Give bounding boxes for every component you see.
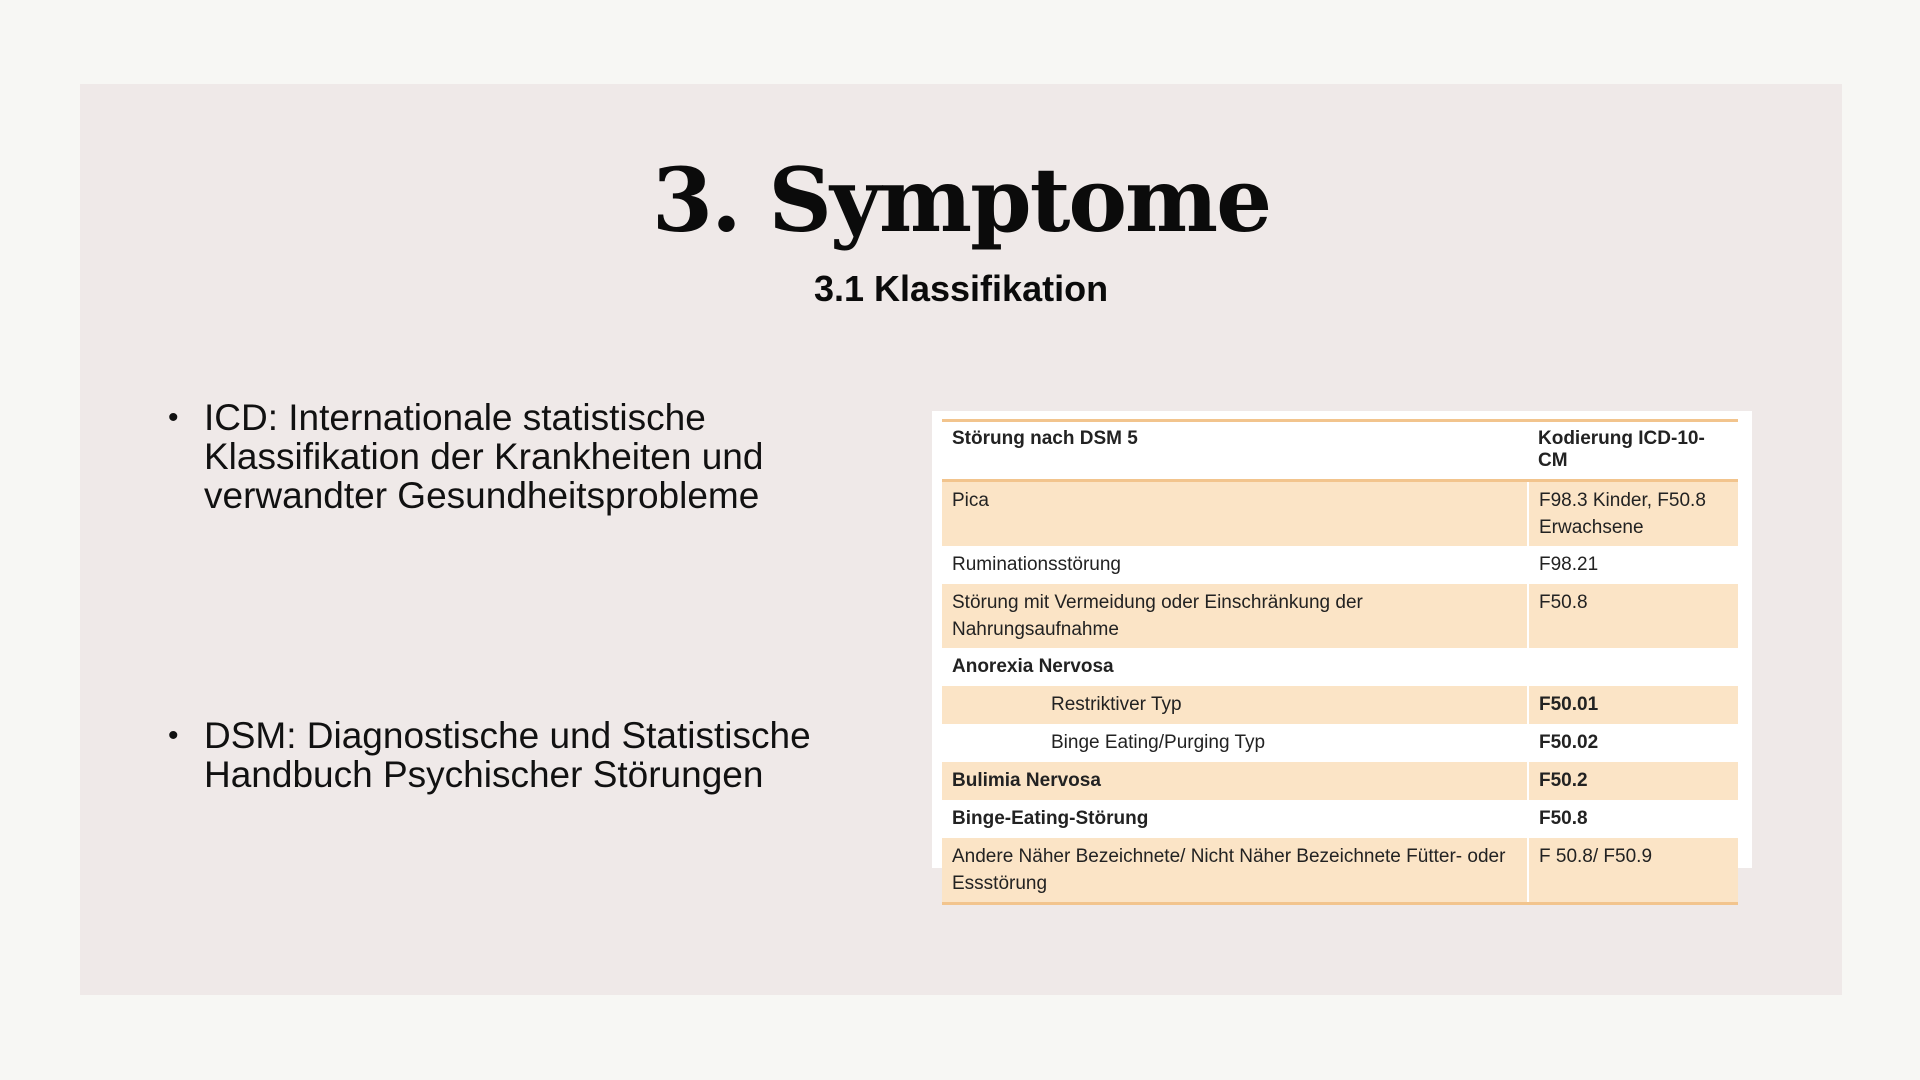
table-cell: Restriktiver Typ: [942, 686, 1528, 724]
table-cell: Binge-Eating-Störung: [942, 800, 1528, 838]
bullet-dot: •: [168, 401, 179, 434]
table-cell: F50.8: [1539, 808, 1588, 829]
bullet-text: DSM: Diagnostische und Statistische Handbuch Psychischer Störungen: [204, 715, 811, 795]
table-row: [942, 724, 1738, 762]
column-header: Kodierung ICD-10-CM: [1528, 421, 1738, 481]
table-row: [942, 481, 1738, 547]
table-cell: Störung mit Vermeidung oder Einschränkung der Nahrungsaufnahme: [942, 584, 1528, 648]
table-row: [942, 838, 1738, 904]
table-cell: Anorexia Nervosa: [942, 648, 1528, 686]
classification-table: [932, 411, 1752, 894]
table-cell: [1528, 648, 1738, 686]
table-row: [942, 546, 1738, 584]
dsm-icd-table: [942, 419, 1738, 905]
table-cell: F50.02: [1539, 732, 1599, 753]
table-cell: F 50.8/ F50.9: [1528, 838, 1738, 904]
bullet-text: ICD: Internationale statistische Klassifikation der Krankheiten und verwandter Gesundheitsprobleme: [204, 397, 764, 516]
slide-title: 3. Symptome: [651, 148, 1271, 252]
bullet-dsm: [168, 716, 928, 794]
table-cell: F50.01: [1528, 686, 1738, 724]
slide-subtitle: 3.1 Klassifikation: [813, 268, 1109, 309]
table-cell: F98.3 Kinder, F50.8 Erwachsene: [1528, 481, 1738, 547]
table-row: [942, 800, 1738, 838]
slide-background: [80, 84, 1842, 995]
table-row: [942, 686, 1738, 724]
table-cell: F98.21: [1539, 554, 1599, 575]
bullet-dot: •: [168, 719, 179, 752]
table-row: [942, 762, 1738, 800]
table-cell: Andere Näher Bezeichnete/ Nicht Näher Bezeichnete Fütter- oder Essstörung: [942, 838, 1528, 904]
table-row: [942, 648, 1738, 686]
table-header-row: [942, 421, 1738, 481]
table-cell: F50.8: [1528, 584, 1738, 648]
table-cell: Binge Eating/Purging Typ: [942, 724, 1528, 762]
table-row: [942, 584, 1738, 648]
bullet-icd: [168, 398, 928, 515]
table-cell: F50.2: [1528, 762, 1738, 800]
table-cell: Bulimia Nervosa: [942, 762, 1528, 800]
table-cell: Pica: [942, 481, 1528, 547]
table-cell: Ruminationsstörung: [942, 546, 1528, 584]
column-header: Störung nach DSM 5: [942, 421, 1528, 481]
